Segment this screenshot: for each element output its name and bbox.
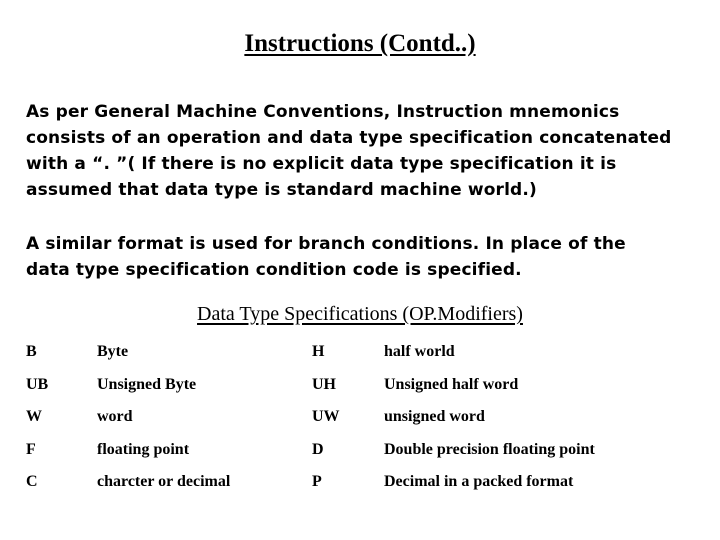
paragraph-line: consists of an operation and data type specification concatenated (26, 128, 672, 148)
spec-description: Decimal in a packed format (384, 473, 574, 491)
spec-code: UW (312, 408, 340, 426)
table-row (26, 336, 684, 369)
spec-code: W (26, 408, 42, 426)
spec-description: word (97, 408, 133, 426)
spec-description: half world (384, 343, 455, 361)
spec-description: Unsigned half word (384, 375, 519, 393)
spec-code: P (312, 473, 322, 491)
paragraph-branch-conditions (26, 231, 706, 283)
spec-description: floating point (97, 440, 190, 458)
spec-description: charcter or decimal (97, 473, 231, 491)
table-row (26, 369, 684, 402)
table-row (26, 434, 684, 467)
paragraph-line: As per General Machine Conventions, Instruction mnemonics (26, 102, 620, 122)
table-row (26, 401, 684, 434)
spec-code: H (312, 343, 325, 361)
spec-code: C (26, 473, 38, 491)
spec-code: UB (26, 375, 49, 393)
slide-title: Instructions (Contd..) (244, 30, 476, 57)
table-row (26, 466, 684, 499)
spec-code: UH (312, 375, 336, 393)
spec-description: Unsigned Byte (97, 375, 197, 393)
paragraph-line: A similar format is used for branch conditions. In place of the (26, 234, 626, 254)
spec-description: Byte (97, 343, 129, 361)
data-type-spec-table (26, 336, 684, 499)
spec-code: B (26, 343, 37, 361)
spec-description: unsigned word (384, 408, 485, 426)
spec-description: Double precision floating point (384, 440, 595, 458)
paragraph-line: assumed that data type is standard machine world.) (26, 180, 537, 200)
paragraph-line: data type specification condition code is specified. (26, 260, 522, 280)
paragraph-conventions (26, 99, 706, 203)
paragraph-line: with a “. ”( If there is no explicit data type specification it is (26, 154, 617, 174)
spec-code: D (312, 440, 324, 458)
spec-code: F (26, 440, 36, 458)
table-title: Data Type Specifications (OP.Modifiers) (197, 303, 523, 325)
